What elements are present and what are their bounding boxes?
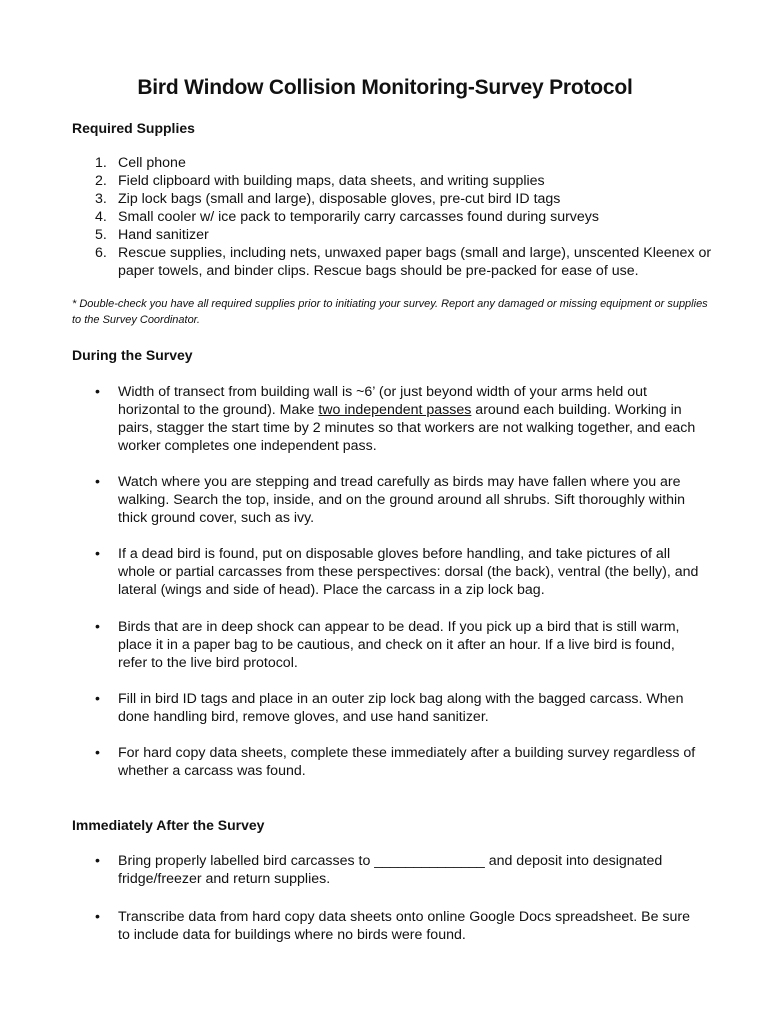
page-title: Bird Window Collision Monitoring-Survey Protocol [137, 76, 633, 99]
bullet-icon: • [95, 384, 100, 400]
during-survey-heading: During the Survey [72, 347, 193, 363]
bullet-icon: • [95, 853, 100, 869]
list-item: 6. Rescue supplies, including nets, unwaxed paper bags (small and large), unscented Kleenex or paper towels, and binder clips. Rescue bags should be pre-packed for ease of use. [95, 245, 712, 279]
underlined-text: two independent passes [318, 402, 472, 418]
bullet-icon: • [95, 474, 100, 490]
list-item: • For hard copy data sheets, complete these immediately after a building survey regardless of whether a carcass was found. [95, 745, 696, 779]
bullet-icon: • [95, 745, 100, 761]
list-item: • If a dead bird is found, put on disposable gloves before handling, and take pictures of all whole or partial carcasses from these perspectives: dorsal (the back), ventral (the belly), and lateral (wings and side of head). Place the carcass in a zip lock bag. [95, 546, 699, 598]
bullet-icon: • [95, 619, 100, 635]
list-item: • Birds that are in deep shock can appear to be dead. If you pick up a bird that is still warm, place it in a paper bag to be cautious, and check on it after an hour. If a live bird is found, refer to the live bird protocol. [95, 619, 680, 671]
bullet-icon: • [95, 691, 100, 707]
required-supplies-heading: Required Supplies [72, 120, 195, 136]
list-item: 5. Hand sanitizer [95, 227, 209, 243]
list-item: 2. Field clipboard with building maps, data sheets, and writing supplies [95, 173, 545, 189]
list-item: 1. Cell phone [95, 155, 186, 171]
supplies-note: * Double-check you have all required supplies prior to initiating your survey. Report any damaged or missing equipment or supplies to the Survey Coordinator. [72, 298, 708, 326]
list-item: • Width of transect from building wall is ~6’ (or just beyond width of your arms held out horizontal to the ground). Make two independent passes around each building. Working in pairs, stagger the start time by 2 minutes so that workers are not walking together, and each worker completes one independent pass. [95, 384, 696, 454]
list-item: • Bring properly labelled bird carcasses to ______________ and deposit into designated fridge/freezer and return supplies. [95, 853, 663, 887]
bullet-icon: • [95, 546, 100, 562]
list-item: • Transcribe data from hard copy data sheets onto online Google Docs spreadsheet. Be sure to include data for buildings where no birds were found. [95, 909, 691, 943]
after-survey-heading: Immediately After the Survey [72, 817, 265, 833]
supplies-list [72, 154, 712, 280]
bullet-icon: • [95, 909, 100, 925]
list-item: • Watch where you are stepping and tread carefully as birds may have fallen where you are walking. Search the top, inside, and on the ground around all shrubs. Sift thoroughly within thick ground cover, such as ivy. [95, 474, 686, 526]
list-item: 3. Zip lock bags (small and large), disposable gloves, pre-cut bird ID tags [95, 191, 561, 207]
list-item: • Fill in bird ID tags and place in an outer zip lock bag along with the bagged carcass. When done handling bird, remove gloves, and use hand sanitizer. [95, 691, 684, 725]
list-item: 4. Small cooler w/ ice pack to temporarily carry carcasses found during surveys [95, 209, 599, 225]
